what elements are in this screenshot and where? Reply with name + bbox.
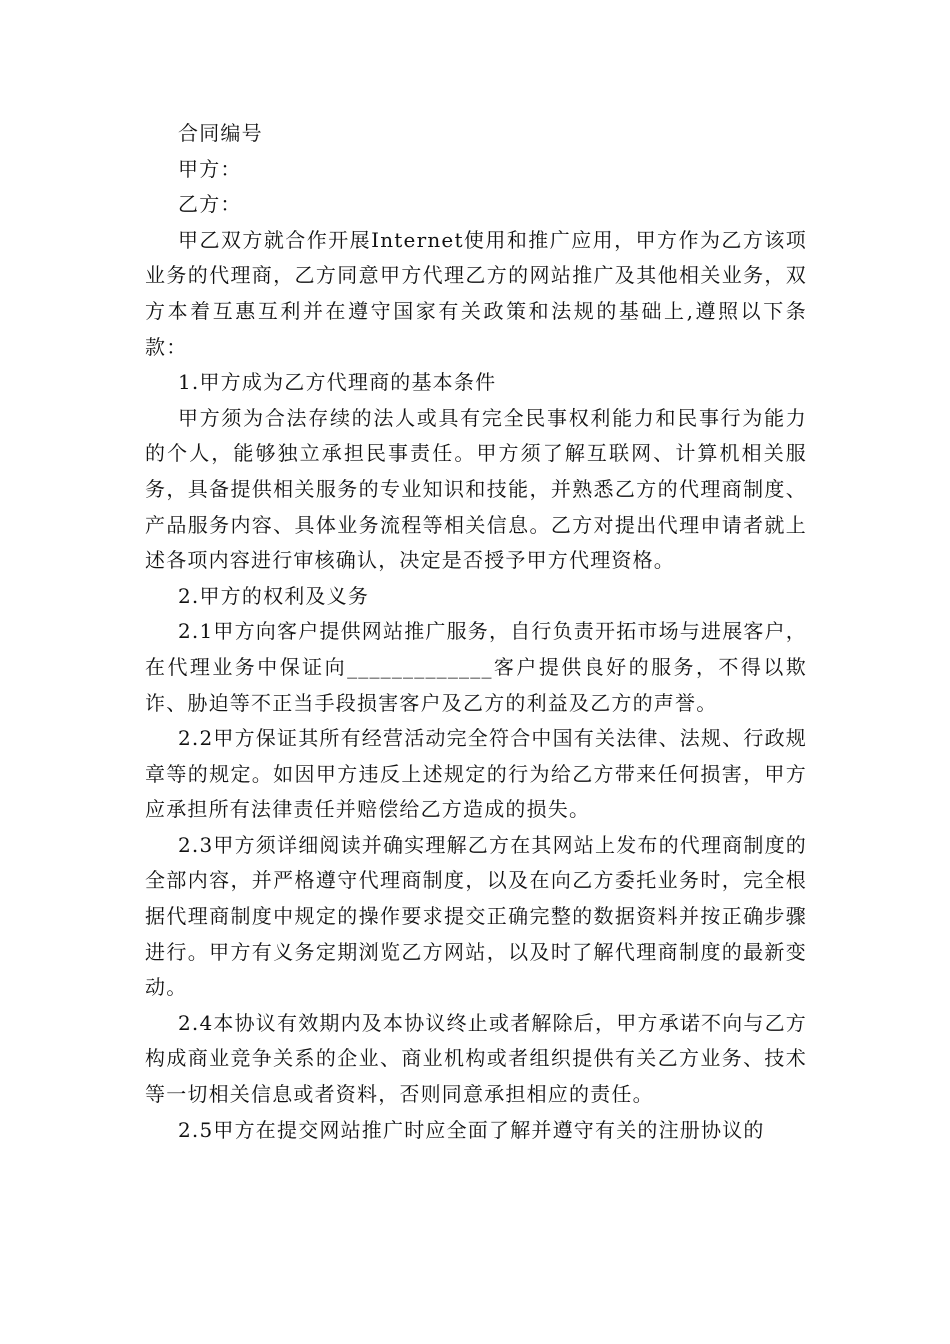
- contract-number-label: 合同编号: [178, 121, 263, 145]
- party-a-label: 甲方：: [178, 156, 242, 181]
- clause-2-1: [145, 614, 807, 721]
- clause-2-1-blank: _____________: [347, 654, 493, 679]
- intro-paragraph: 甲乙双方就合作开展Internet使用和推广应用，甲方作为乙方该项业务的代理商，乙方同意甲方代理乙方的网站推广及其他相关业务，双方本着互惠互利并在遵守国家有关政策和法规的基础上,遵照以下条款：: [145, 227, 807, 359]
- clause-2-1-part2: 客户提供良好的服务，不得以欺诈、胁迫等不正当手段损害客户及乙方的利益及乙方的声誉。: [145, 654, 807, 715]
- clause-2-5: 2.5甲方在提交网站推广时应全面了解并遵守有关的注册协议的: [178, 1117, 765, 1142]
- clause-2-2: 2.2甲方保证其所有经营活动完全符合中国有关法律、法规、行政规章等的规定。如因甲方违反上述规定的行为给乙方带来任何损害，甲方应承担所有法律责任并赔偿给乙方造成的损失。: [145, 726, 808, 822]
- party-b-label: 乙方：: [178, 192, 242, 217]
- clause-2-4: 2.4本协议有效期内及本协议终止或者解除后，甲方承诺不向与乙方构成商业竞争关系的企业、商业机构或者组织提供有关乙方业务、技术等一切相关信息或者资料，否则同意承担相应的责任。: [145, 1010, 808, 1107]
- clause-2-3: 2.3甲方须详细阅读并确实理解乙方在其网站上发布的代理商制度的全部内容，并严格遵守代理商制度，以及在向乙方委托业务时，完全根据代理商制度中规定的操作要求提交正确完整的数据资料并按正确步骤进行。甲方有义务定期浏览乙方网站，以及时了解代理商制度的最新变动。: [145, 832, 808, 1000]
- section-1-title: 1.甲方成为乙方代理商的基本条件: [178, 370, 497, 395]
- section-2-title: 2.甲方的权利及义务: [178, 583, 370, 608]
- clause-2-1-part1: 2.1甲方向客户提供网站推广服务，自行负责开拓市场与进展客户，在代理业务中保证向: [145, 619, 808, 679]
- section-1-body: 甲方须为合法存续的法人或具有完全民事权利能力和民事行为能力的个人，能够独立承担民事责任。甲方须了解互联网、计算机相关服务，具备提供相关服务的专业知识和技能，并熟悉乙方的代理商制度、产品服务内容、具体业务流程等相关信息。乙方对提出代理申请者就上述各项内容进行审核确认，决定是否授予甲方代理资格。: [145, 405, 807, 573]
- contract-document: [145, 116, 807, 1148]
